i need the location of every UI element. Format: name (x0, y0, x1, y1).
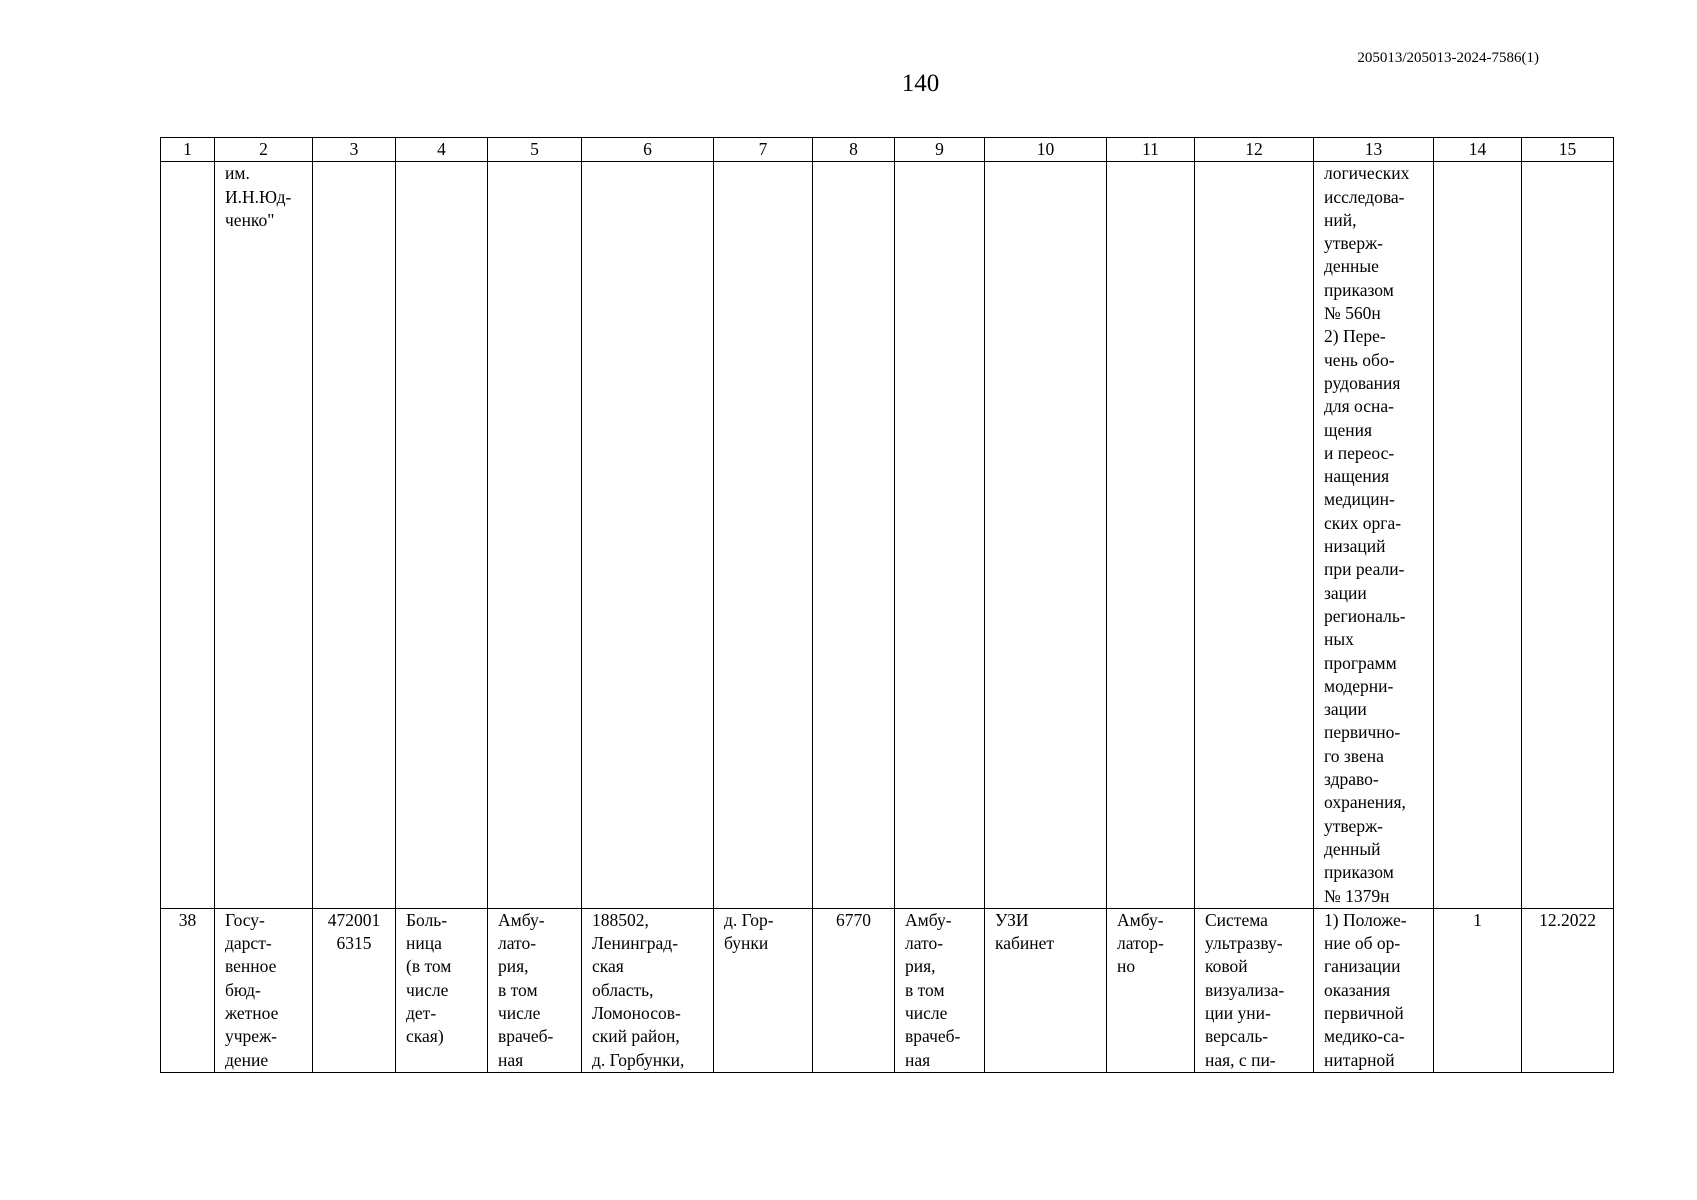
table-cell (488, 162, 582, 909)
table-cell-subdivision-type: Амбу- лато- рия, в том числе врачеб- ная (488, 908, 582, 1072)
table-cell-facility-type: Боль- ница (в том числе дет- ская) (396, 908, 488, 1072)
table-cell (161, 162, 215, 909)
column-number-cell: 6 (582, 138, 714, 162)
document-id: 205013/205013-2024-7586(1) (1357, 50, 1539, 66)
table-cell-date: 12.2022 (1522, 908, 1614, 1072)
table-cell (582, 162, 714, 909)
table-cell-regulation: логических исследова- ний, утверж- денные приказом № 560н 2) Пере- чень обо- рудования для осна- щения и переос- нащения медицин- ских орга- низаций при реали- зации региональ- ных программ модерни- зации первично- го звена здраво- охранения, утверж- денный приказом № 1379н (1314, 162, 1434, 909)
column-number-cell: 7 (714, 138, 813, 162)
column-number-cell: 13 (1314, 138, 1434, 162)
column-number-cell: 12 (1195, 138, 1314, 162)
table-cell-locality: д. Гор- бунки (714, 908, 813, 1072)
column-number-cell: 1 (161, 138, 215, 162)
column-number-cell: 8 (813, 138, 895, 162)
column-number-row (161, 138, 1614, 162)
table-row-38 (161, 908, 1614, 1072)
table-cell (985, 162, 1107, 909)
column-number-cell: 4 (396, 138, 488, 162)
table-cell-code: 6770 (813, 908, 895, 1072)
registry-table (160, 137, 1614, 1073)
table-cell (1107, 162, 1195, 909)
table-cell-quantity: 1 (1434, 908, 1522, 1072)
column-number-cell: 10 (985, 138, 1107, 162)
table-cell-equipment: Система ультразву- ковой визуализа- ции уни- версаль- ная, с пи- (1195, 908, 1314, 1072)
table-cell (1522, 162, 1614, 909)
page-number: 140 (901, 70, 940, 97)
table-cell (396, 162, 488, 909)
column-number-cell: 11 (1107, 138, 1195, 162)
table-cell-unit-type: Амбу- лато- рия, в том числе врачеб- ная (895, 908, 985, 1072)
table-cell-number: 38 (161, 908, 215, 1072)
table-cell-cabinet: УЗИ кабинет (985, 908, 1107, 1072)
table-cell-address: 188502, Ленинград- ская область, Ломоносов- ский район, д. Горбунки, (582, 908, 714, 1072)
page-number-container (0, 70, 1697, 98)
column-number-cell: 14 (1434, 138, 1522, 162)
table-cell-inn: 472001 6315 (313, 908, 396, 1072)
table-cell-organization: Госу- дарст- венное бюд- жетное учреж- дение (215, 908, 313, 1072)
table-row-continuation (161, 162, 1614, 909)
table-cell (813, 162, 895, 909)
column-number-cell: 9 (895, 138, 985, 162)
table-cell (895, 162, 985, 909)
column-number-cell: 15 (1522, 138, 1614, 162)
table-cell-organization: им. И.Н.Юд- ченко" (215, 162, 313, 909)
table-cell-care-form: Амбу- латор- но (1107, 908, 1195, 1072)
table-cell-regulation: 1) Положе- ние об ор- ганизации оказания первичной медико-са- нитарной (1314, 908, 1434, 1072)
table-cell (1434, 162, 1522, 909)
table-cell (714, 162, 813, 909)
column-number-cell: 2 (215, 138, 313, 162)
table-cell (313, 162, 396, 909)
column-number-cell: 5 (488, 138, 582, 162)
table-cell (1195, 162, 1314, 909)
column-number-cell: 3 (313, 138, 396, 162)
